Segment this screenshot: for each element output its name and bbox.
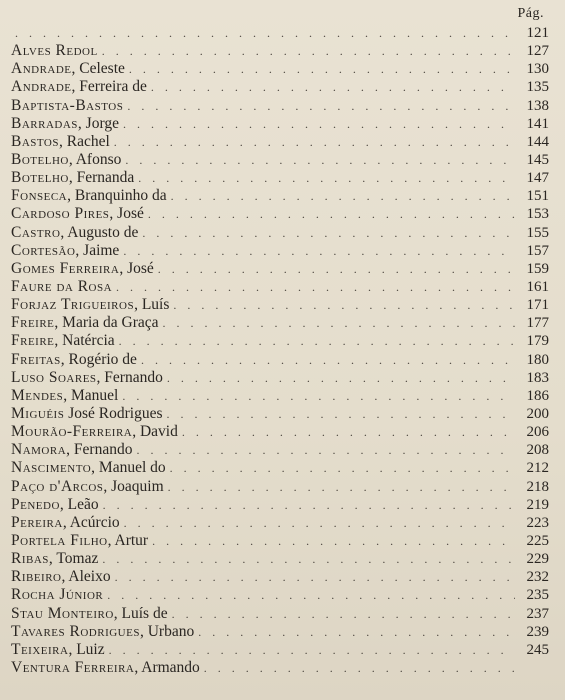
entry-page-number: 157 bbox=[526, 242, 549, 259]
entry-page-number: 237 bbox=[526, 605, 549, 622]
dot-leader bbox=[163, 314, 515, 332]
entry-given-name: , Joaquim bbox=[103, 477, 164, 495]
entry-page-number: 171 bbox=[526, 297, 549, 314]
entry-given-name: , Luís de bbox=[113, 604, 168, 622]
entry-surname: Tavares Rodrigues bbox=[11, 622, 140, 640]
index-entry bbox=[11, 97, 549, 115]
dot-leader bbox=[173, 296, 515, 314]
entry-page-number: 208 bbox=[526, 442, 549, 459]
entry-surname: Nascimento bbox=[11, 459, 92, 477]
entry-surname: Mourão-Ferreira bbox=[11, 423, 133, 441]
entry-surname: Teixeira bbox=[11, 640, 69, 658]
entry-given-name: , Branquinho da bbox=[67, 187, 167, 205]
dot-leader bbox=[204, 659, 515, 677]
entry-author-name bbox=[11, 659, 200, 677]
index-entry bbox=[11, 278, 549, 296]
entry-author-name bbox=[11, 459, 166, 477]
entry-given-name: , Leão bbox=[59, 495, 99, 513]
entry-page-number: 180 bbox=[526, 351, 549, 368]
entry-given-name: , Rogério de bbox=[60, 350, 137, 368]
entry-page-number: 219 bbox=[526, 496, 549, 513]
entry-surname: Paço d'Arcos bbox=[11, 477, 104, 495]
dot-leader bbox=[103, 496, 515, 514]
entry-surname: Pereira bbox=[11, 513, 63, 531]
index-entry bbox=[11, 605, 549, 623]
index-entry bbox=[11, 405, 549, 423]
entry-given-name: , Artur bbox=[107, 531, 149, 549]
entry-page-number: 138 bbox=[526, 97, 549, 114]
dot-leader bbox=[158, 260, 515, 278]
dot-leader bbox=[125, 151, 515, 169]
entry-surname: Fonseca bbox=[11, 187, 68, 205]
entry-author-name bbox=[11, 133, 110, 151]
entry-author-name bbox=[11, 169, 134, 187]
entry-page-number: 183 bbox=[526, 369, 549, 386]
dot-leader bbox=[136, 441, 515, 459]
dot-leader bbox=[151, 78, 515, 96]
entry-given-name: , Manuel bbox=[63, 386, 119, 404]
index-entry bbox=[11, 187, 549, 205]
entry-author-name bbox=[11, 405, 163, 423]
entry-page-number: 127 bbox=[526, 43, 549, 60]
dot-leader bbox=[15, 24, 515, 42]
dot-leader bbox=[119, 332, 515, 350]
entry-given-name: , Luís bbox=[134, 296, 170, 314]
entry-given-name: , Augusto de bbox=[60, 223, 139, 241]
entry-surname: Stau Monteiro bbox=[11, 604, 114, 622]
entry-page-number: 177 bbox=[526, 315, 549, 332]
dot-leader bbox=[172, 605, 515, 623]
entry-author-name bbox=[11, 42, 98, 60]
index-entry bbox=[11, 314, 549, 332]
index-entry bbox=[11, 332, 549, 350]
entry-author-name bbox=[11, 260, 154, 278]
entry-page-number: 147 bbox=[526, 170, 549, 187]
index-entry bbox=[11, 296, 549, 314]
index-entry bbox=[11, 478, 549, 496]
entry-author-name bbox=[11, 242, 119, 260]
index-entry bbox=[11, 224, 549, 242]
entry-author-name bbox=[11, 97, 123, 115]
index-entry bbox=[11, 78, 549, 96]
entry-page-number: 159 bbox=[526, 260, 549, 277]
entry-given-name: , Jaime bbox=[75, 241, 120, 259]
index-entry bbox=[11, 115, 549, 133]
entry-author-name bbox=[11, 605, 168, 623]
entry-author-name bbox=[11, 423, 178, 441]
entry-surname: Botelho bbox=[11, 169, 69, 187]
entry-page-number: 144 bbox=[526, 133, 549, 150]
page-column-header: Pág. bbox=[517, 6, 544, 21]
entry-page-number: 121 bbox=[526, 25, 549, 41]
entry-given-name: José Rodrigues bbox=[64, 404, 163, 422]
entry-page-number: 161 bbox=[526, 278, 549, 295]
index-entry bbox=[11, 260, 549, 278]
index-entry bbox=[11, 24, 549, 42]
index-entry bbox=[11, 532, 549, 550]
index-entry bbox=[11, 351, 549, 369]
entry-surname: Cardoso Pires bbox=[11, 205, 110, 223]
entry-given-name: , Rachel bbox=[58, 132, 110, 150]
index-entry bbox=[11, 60, 549, 78]
entry-surname: Gomes Ferreira bbox=[11, 259, 120, 277]
entry-author-name bbox=[11, 115, 119, 133]
entry-page-number: 235 bbox=[526, 587, 549, 604]
dot-leader bbox=[141, 351, 515, 369]
entry-page-number: 186 bbox=[526, 387, 549, 404]
entry-given-name: , Afonso bbox=[68, 150, 122, 168]
entry-surname: Penedo bbox=[11, 495, 60, 513]
dot-leader bbox=[129, 60, 515, 78]
entry-given-name: , David bbox=[132, 423, 178, 441]
entry-author-name bbox=[11, 478, 164, 496]
entry-surname: Freitas bbox=[11, 350, 61, 368]
dot-leader bbox=[122, 387, 515, 405]
entry-page-number: 225 bbox=[526, 532, 549, 549]
entry-author-name bbox=[11, 369, 163, 387]
dot-leader bbox=[142, 224, 515, 242]
index-entry bbox=[11, 133, 549, 151]
entry-page-number: 151 bbox=[526, 188, 549, 205]
dot-leader bbox=[138, 169, 515, 187]
entry-page-number: 206 bbox=[526, 424, 549, 441]
dot-leader bbox=[124, 514, 515, 532]
entry-given-name: , Celeste bbox=[71, 60, 125, 78]
entry-page-number: 239 bbox=[526, 623, 549, 640]
entry-given-name: , Ferreira de bbox=[71, 78, 147, 96]
entry-page-number: 200 bbox=[526, 405, 549, 422]
entry-given-name: , Manuel do bbox=[91, 459, 166, 477]
dot-leader bbox=[102, 42, 515, 60]
index-entry bbox=[11, 623, 549, 641]
entry-author-name bbox=[11, 78, 147, 96]
entry-given-name: , Natércia bbox=[54, 332, 115, 350]
index-entry bbox=[11, 586, 549, 604]
author-index-list bbox=[11, 24, 549, 677]
dot-leader bbox=[152, 532, 515, 550]
entry-author-name bbox=[11, 151, 121, 169]
entry-page-number: 135 bbox=[526, 79, 549, 96]
entry-author-name bbox=[11, 568, 111, 586]
dot-leader bbox=[127, 97, 515, 115]
entry-author-name bbox=[11, 314, 159, 332]
entry-page-number: 232 bbox=[526, 569, 549, 586]
dot-leader bbox=[167, 369, 515, 387]
index-entry bbox=[11, 496, 549, 514]
index-entry bbox=[11, 387, 549, 405]
entry-author-name bbox=[11, 641, 105, 659]
entry-given-name: , Aleixo bbox=[61, 568, 111, 586]
entry-given-name: , Fernando bbox=[96, 368, 163, 386]
entry-surname: Portela Filho bbox=[11, 531, 108, 549]
entry-surname: Freire bbox=[11, 332, 55, 350]
entry-given-name: , Jorge bbox=[77, 114, 119, 132]
entry-given-name: , Tomaz bbox=[48, 550, 99, 568]
index-entry bbox=[11, 423, 549, 441]
index-entry bbox=[11, 459, 549, 477]
entry-author-name bbox=[11, 278, 112, 296]
dot-leader bbox=[148, 205, 515, 223]
entry-surname: Barradas bbox=[11, 114, 78, 132]
dot-leader bbox=[107, 586, 515, 604]
entry-page-number: 155 bbox=[526, 224, 549, 241]
index-entry bbox=[11, 514, 549, 532]
entry-given-name: , Fernanda bbox=[68, 169, 135, 187]
entry-author-name bbox=[11, 60, 125, 78]
dot-leader bbox=[123, 115, 515, 133]
entry-surname: Bastos bbox=[11, 132, 59, 150]
entry-author-name bbox=[11, 387, 118, 405]
entry-page-number: 145 bbox=[526, 151, 549, 168]
entry-surname: Faure da Rosa bbox=[11, 277, 113, 295]
entry-given-name: , Urbano bbox=[139, 622, 195, 640]
index-entry bbox=[11, 205, 549, 223]
dot-leader bbox=[109, 641, 515, 659]
dot-leader bbox=[167, 405, 515, 423]
entry-page-number: 218 bbox=[526, 478, 549, 495]
entry-author-name bbox=[11, 550, 98, 568]
entry-page-number: 229 bbox=[526, 551, 549, 568]
entry-surname: Ribas bbox=[11, 550, 49, 568]
entry-surname: Namora bbox=[11, 441, 67, 459]
entry-author-name bbox=[11, 441, 132, 459]
entry-given-name: , José bbox=[109, 205, 144, 223]
entry-surname: Ventura Ferreira bbox=[11, 658, 135, 676]
entry-surname: Mendes bbox=[11, 386, 64, 404]
entry-given-name: , Armando bbox=[134, 658, 200, 676]
entry-surname: Luso Soares bbox=[11, 368, 97, 386]
dot-leader bbox=[171, 187, 515, 205]
entry-surname: Forjaz Trigueiros bbox=[11, 296, 135, 314]
entry-author-name bbox=[11, 187, 167, 205]
dot-leader bbox=[116, 278, 515, 296]
entry-surname: Botelho bbox=[11, 150, 69, 168]
index-entry bbox=[11, 151, 549, 169]
entry-given-name: , Acúrcio bbox=[62, 513, 120, 531]
entry-surname: Ribeiro bbox=[11, 568, 62, 586]
dot-leader bbox=[168, 478, 515, 496]
entry-page-number: 141 bbox=[526, 115, 549, 132]
index-entry bbox=[11, 550, 549, 568]
dot-leader bbox=[123, 242, 515, 260]
dot-leader bbox=[102, 550, 515, 568]
entry-author-name bbox=[11, 532, 148, 550]
entry-given-name: , Maria da Graça bbox=[54, 314, 159, 332]
index-entry bbox=[11, 568, 549, 586]
index-entry bbox=[11, 369, 549, 387]
entry-author-name bbox=[11, 351, 137, 369]
index-entry bbox=[11, 641, 549, 659]
entry-author-name bbox=[11, 224, 138, 242]
entry-surname: Baptista-Bastos bbox=[11, 96, 124, 114]
dot-leader bbox=[198, 623, 515, 641]
entry-page-number: 153 bbox=[526, 206, 549, 223]
dot-leader bbox=[115, 568, 515, 586]
index-entry bbox=[11, 169, 549, 187]
entry-author-name bbox=[11, 514, 120, 532]
entry-surname: Freire bbox=[11, 314, 55, 332]
entry-surname: Rocha Júnior bbox=[11, 586, 104, 604]
entry-surname: Cortesão bbox=[11, 241, 76, 259]
entry-author-name bbox=[11, 623, 194, 641]
entry-author-name bbox=[11, 496, 99, 514]
dot-leader bbox=[182, 423, 515, 441]
entry-given-name: , Fernando bbox=[66, 441, 133, 459]
entry-author-name bbox=[11, 332, 115, 350]
index-entry bbox=[11, 242, 549, 260]
entry-author-name bbox=[11, 586, 103, 604]
entry-page-number: 245 bbox=[526, 641, 549, 658]
dot-leader bbox=[170, 459, 515, 477]
index-entry bbox=[11, 441, 549, 459]
entry-surname: Castro bbox=[11, 223, 61, 241]
entry-page-number: 212 bbox=[526, 460, 549, 477]
entry-author-name bbox=[11, 296, 169, 314]
entry-surname: Alves Redol bbox=[11, 42, 98, 60]
entry-given-name: , Luiz bbox=[68, 640, 105, 658]
entry-surname: Andrade bbox=[11, 60, 72, 78]
entry-surname: Andrade bbox=[11, 78, 72, 96]
entry-given-name: , José bbox=[119, 259, 154, 277]
dot-leader bbox=[114, 133, 515, 151]
entry-author-name bbox=[11, 205, 144, 223]
index-entry bbox=[11, 42, 549, 60]
entry-page-number: 223 bbox=[526, 514, 549, 531]
entry-surname: Miguéis bbox=[11, 404, 65, 422]
entry-page-number: 130 bbox=[526, 61, 549, 78]
entry-page-number: 179 bbox=[526, 333, 549, 350]
index-entry bbox=[11, 659, 549, 677]
